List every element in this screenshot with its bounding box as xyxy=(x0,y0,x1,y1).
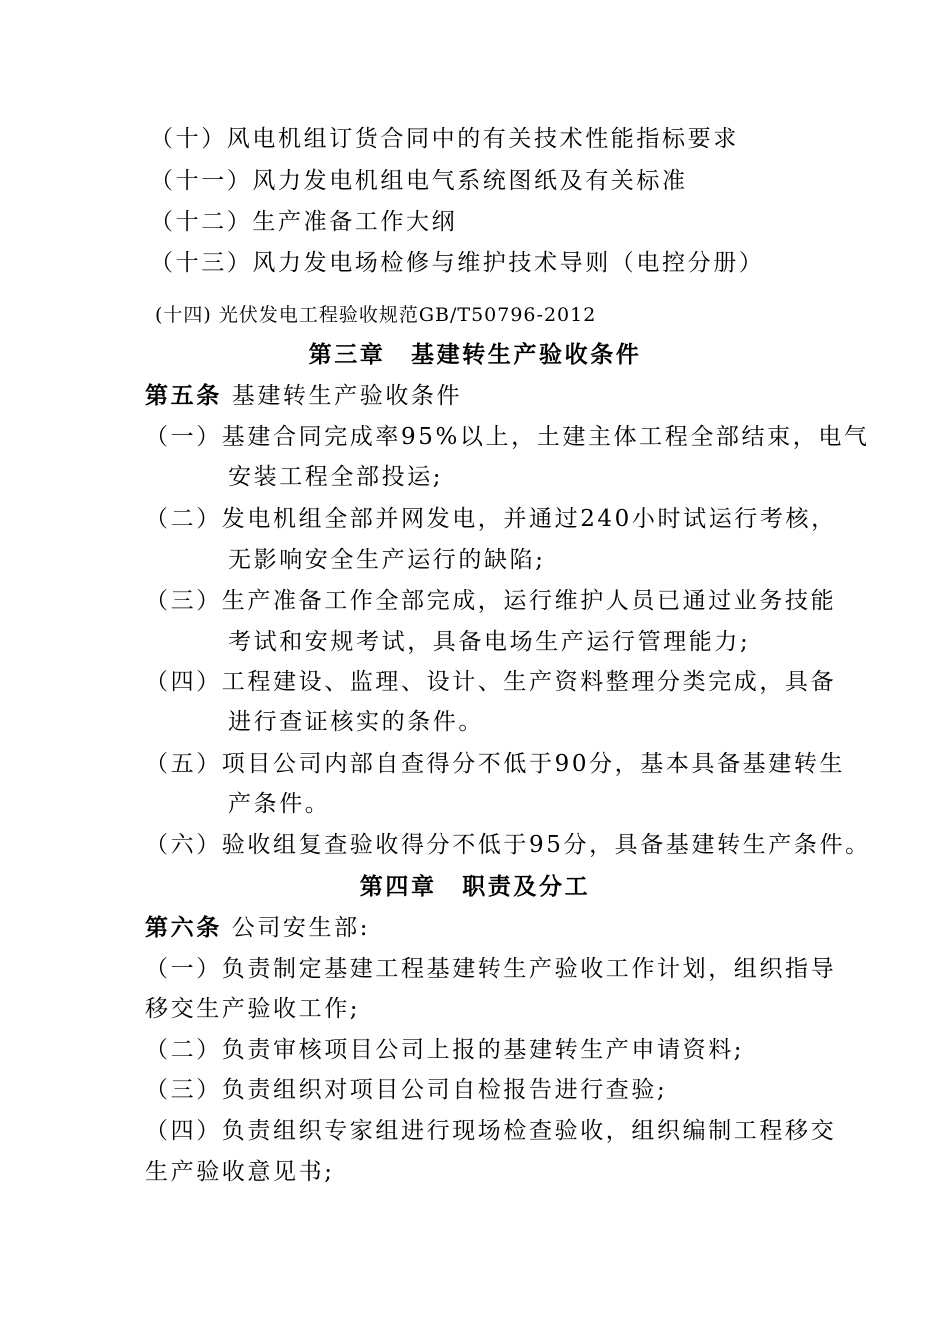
list-item-continuation: 进行查证核实的条件。 xyxy=(228,709,484,735)
list-item: （一）负责制定基建工程基建转生产验收工作计划，组织指导 xyxy=(145,956,837,982)
list-item-continuation: 生产验收意见书; xyxy=(145,1159,335,1185)
list-item-continuation: 无影响安全生产运行的缺陷; xyxy=(228,547,546,573)
reference-item: （十）风电机组订货合同中的有关技术性能指标要求 xyxy=(150,126,739,152)
article-heading xyxy=(145,913,370,943)
list-item-continuation: 考试和安规考试，具备电场生产运行管理能力; xyxy=(228,629,751,655)
list-item-continuation: 移交生产验收工作; xyxy=(145,996,361,1022)
list-item: （三）生产准备工作全部完成，运行维护人员已通过业务技能 xyxy=(145,588,837,614)
list-item-continuation: 产条件。 xyxy=(228,791,331,817)
chapter-heading: 第四章 职责及分工 xyxy=(359,873,591,900)
list-item: （一）基建合同完成率95%以上，土建主体工程全部结束，电气 xyxy=(145,424,870,450)
list-item: （三）负责组织对项目公司自检报告进行查验; xyxy=(145,1077,668,1103)
article-heading xyxy=(145,381,462,411)
article-label: 第六条 xyxy=(145,914,222,941)
list-item: （五）项目公司内部自查得分不低于90分，基本具备基建转生 xyxy=(145,751,846,777)
article-title: 公司安生部: xyxy=(231,915,371,941)
list-item: （二）发电机组全部并网发电，并通过240小时试运行考核， xyxy=(145,506,837,532)
reference-item: （十一）风力发电机组电气系统图纸及有关标准 xyxy=(150,168,688,194)
chapter-heading: 第三章 基建转生产验收条件 xyxy=(308,341,642,368)
reference-item: （十三）风力发电场检修与维护技术导则（电控分册） xyxy=(150,250,765,276)
article-title: 基建转生产验收条件 xyxy=(231,383,463,409)
list-item: （四）负责组织专家组进行现场检查验收，组织编制工程移交 xyxy=(145,1118,837,1144)
list-item-continuation: 安装工程全部投运; xyxy=(228,464,444,490)
article-label: 第五条 xyxy=(145,382,222,409)
reference-item: (十四) 光伏发电工程验收规范GB/T50796-2012 xyxy=(155,304,597,326)
list-item: （二）负责审核项目公司上报的基建转生产申请资料; xyxy=(145,1037,745,1063)
list-item: （四）工程建设、监理、设计、生产资料整理分类完成，具备 xyxy=(145,669,837,695)
reference-item: （十二）生产准备工作大纲 xyxy=(150,209,458,235)
list-item: （六）验收组复查验收得分不低于95分，具备基建转生产条件。 xyxy=(145,832,871,858)
